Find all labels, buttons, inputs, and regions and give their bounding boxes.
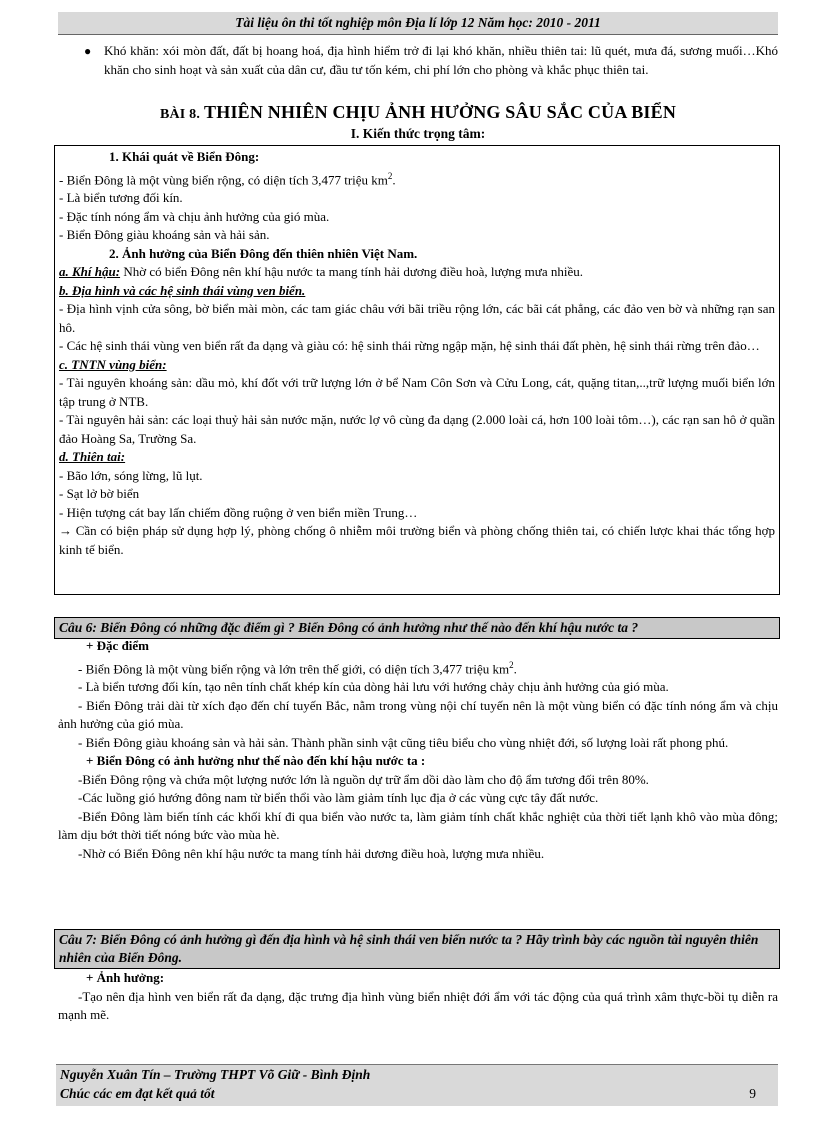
box-heading-1: 1. Khái quát về Biển Đông: (109, 149, 260, 164)
page-footer (56, 1064, 778, 1106)
box-line: - Đặc tính nóng ẩm và chịu ảnh hưởng của gió mùa. (59, 208, 330, 224)
box-line: - Các hệ sinh thái vùng ven biển rất đa dạng và giàu có: hệ sinh thái rừng ngập mặn, hệ sinh thái đất phèn, hệ sinh thái rừng trên đảo… (59, 338, 760, 354)
answer-line: -Các luồng gió hướng đông nam từ biển thổi vào làm giảm tính lục địa ở các vùng cực tây đất nước. (78, 790, 599, 806)
page-header: Tài liệu ôn thi tốt nghiệp môn Địa lí lớp 12 Năm học: 2010 - 2011 (58, 12, 778, 35)
box-line: - Là biển tương đối kín. (59, 190, 183, 206)
box-line: - Biển Đông là một vùng biển rộng, có diện tích 3,477 triệu $km^2$. (59, 170, 396, 187)
page-number: 9 (749, 1086, 756, 1101)
answer-line: - Là biển tương đối kín, tạo nên tính chất khép kín của dòng hải lưu với hướng chảy chịu ảnh hưởng của gió mùa. (78, 679, 669, 695)
box-line: - Sạt lở bờ biển (59, 486, 140, 502)
section-heading: I. Kiến thức trọng tâm: (350, 126, 486, 141)
answer-7 (58, 969, 778, 1025)
arrow-icon: → (59, 523, 72, 539)
disasters-label: d. Thiên tai: (59, 449, 126, 465)
answer-line: - Biển Đông là một vùng biển rộng và lớn trên thế giới, có diện tích 3,477 triệu $km^2$. (78, 659, 517, 676)
answer-line: - Biển Đông giàu khoáng sản và hải sản. Thành phần sinh vật cũng tiêu biểu cho vùng nhiệt đới, số lượng loài rất phong phú. (78, 734, 729, 750)
lesson-title-text: THIÊN NHIÊN CHỊU ẢNH HƯỞNG SÂU SẮC CỦA BIỂN (204, 102, 677, 122)
box-line: - Tài nguyên khoáng sản: dầu mỏ, khí đốt với trữ lượng lớn ở bể Nam Côn Sơn và Cửu Long, cát, quặng titan,..,trữ lượng muối biển lớn tập trung ở NTB. (59, 375, 775, 409)
lesson-title (58, 102, 778, 123)
terrain-label: b. Địa hình và các hệ sinh thái vùng ven biển. (59, 282, 306, 298)
box-line: - Bão lớn, sóng lừng, lũ lụt. (59, 467, 203, 483)
footer-wish: Chúc các em đạt kết quả tốt (60, 1086, 215, 1101)
answer-line: -Biển Đông rộng và chứa một lượng nước lớn là nguồn dự trữ ẩm dồi dào làm cho độ ẩm tương đối trên 80%. (78, 771, 649, 787)
intro-bullet-text: Khó khăn: xói mòn đất, đất bị hoang hoá, địa hình hiểm trở đi lại khó khăn, nhiều thiên tai: lũ quét, mưa đá, sương muối…Khó khăn cho sinh hoạt và sản xuất của dân cư, đầu tư tốn kém, chi phí lớn cho phòng và khắc phục thiên tai. (104, 43, 778, 77)
lesson-number: BÀI 8. (159, 107, 201, 122)
resources-label: c. TNTN vùng biển: (59, 356, 167, 372)
answer-line: -Tạo nên địa hình ven biển rất đa dạng, đặc trưng địa hình vùng biển nhiệt đới ẩm với tác động của quá trình xâm thực-bồi tụ diễn ra mạnh mẽ. (58, 988, 778, 1022)
box-line: - Tài nguyên hải sản: các loại thuỷ hải sản nước mặn, nước lợ vô cùng đa dạng (2.000 loài cá, hơn 100 loài tôm…), các rạn san hô ở quần đảo Hoàng Sa, Trường Sa. (59, 412, 775, 446)
key-knowledge-box (54, 145, 780, 595)
answer-heading: + Ảnh hưởng: (86, 970, 165, 985)
bullet-dot-icon: ● (84, 44, 92, 58)
footer-author: Nguyễn Xuân Tín – Trường THPT Võ Giữ - Bình Định (60, 1067, 371, 1082)
answer-heading: + Biển Đông có ảnh hưởng như thế nào đến khí hậu nước ta : (86, 753, 426, 769)
answer-heading: + Đặc điểm (86, 638, 150, 653)
box-line: - Biển Đông giàu khoáng sản và hải sản. (59, 227, 270, 243)
answer-line: -Biển Đông làm biến tính các khối khí đi qua biển vào nước ta, làm giảm tính chất khắc nghiệt của thời tiết lạnh khô vào mùa đông; làm dịu bớt thời tiết nóng bức vào mùa hè. (58, 808, 778, 843)
climate-label: a. Khí hậu: (59, 264, 121, 280)
box-line: - Hiện tượng cát bay lấn chiếm đồng ruộng ở ven biển miền Trung… (59, 504, 418, 520)
intro-bullet (62, 42, 778, 79)
climate-paragraph: a. Khí hậu: Nhờ có biển Đông nên khí hậu nước ta mang tính hải dương điều hoà, lượng mưa nhiều. (59, 264, 583, 280)
question-6: Câu 6: Biển Đông có những đặc điểm gì ? Biển Đông có ảnh hưởng như thế nào đến khí hậu nước ta ? (54, 617, 780, 639)
answer-line: -Nhờ có Biển Đông nên khí hậu nước ta mang tính hải dương điều hoà, lượng mưa nhiều. (78, 845, 545, 861)
answer-line: - Biển Đông trải dài từ xích đạo đến chí tuyến Bắc, nằm trong vùng nội chí tuyến nên là một vùng biển có đặc tính nóng ẩm và chịu ảnh hưởng của gió mùa. (58, 697, 778, 732)
box-heading-2: 2. Ảnh hưởng của Biển Đông đến thiên nhiên Việt Nam. (109, 245, 418, 261)
conclusion-paragraph: → Cần có biện pháp sử dụng hợp lý, phòng chống ô nhiễm môi trường biển và phòng chống thiên tai, có chiến lược khai thác tổng hợp kinh tế biển. (59, 523, 775, 557)
box-line: - Địa hình vịnh cửa sông, bờ biển mài mòn, các tam giác châu với bãi triều rộng lớn, các bãi cát phẳng, các đảo ven bờ và những rạn san hô. (59, 301, 775, 335)
question-7: Câu 7: Biển Đông có ảnh hưởng gì đến địa hình và hệ sinh thái ven biển nước ta ? Hãy trình bày các nguồn tài nguyên thiên nhiên của Biển Đông. (54, 929, 780, 969)
answer-6 (58, 637, 778, 863)
